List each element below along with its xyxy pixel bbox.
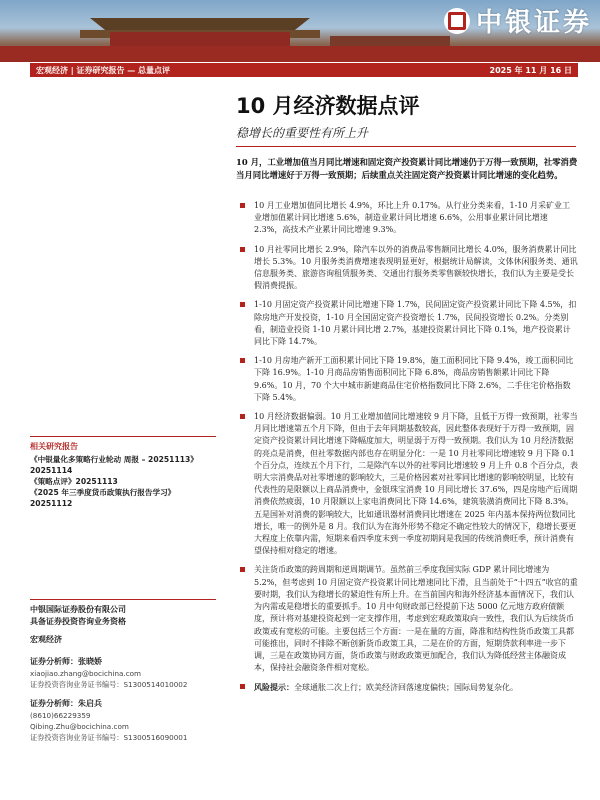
risk-warning-text: 全球通胀二次上行；欧美经济回落速度偏快；国际局势复杂化。 [294, 683, 518, 693]
related-reports-section [30, 441, 216, 509]
bullet-square-icon [240, 358, 245, 363]
report-subtitle: 稳增长的重要性有所上升 [236, 126, 369, 140]
analyst-email[interactable]: xiaojiao.zhang@bocichina.com [30, 669, 142, 678]
report-category: 宏观经济 | 证券研究报告 — 总量点评 [36, 65, 171, 75]
risk-warning-label: 风险提示： [254, 682, 294, 693]
key-point [236, 411, 578, 557]
analyst-name: 朱启兵 [78, 699, 102, 708]
key-point [236, 299, 578, 348]
company-name: 中银国际证券股份有限公司 具备证券投资咨询业务资格 [30, 605, 126, 626]
report-category-bar [30, 63, 578, 77]
analyst-phone: (8610)66229359 [30, 711, 91, 720]
palace-wall-image [0, 46, 600, 62]
bullet-square-icon [240, 302, 245, 307]
analyst-email[interactable]: Qibing.Zhu@bocichina.com [30, 722, 129, 731]
sector-label: 宏观经济 [30, 635, 62, 644]
key-point-text: 10 月社零同比增长 2.9%，除汽车以外的消费品零售额同比增长 4.0%，服务消费累计同比增长 5.3%。10 月服务类消费增速表现明显更好，根据统计局解读，文体休闲服务类、通讯信息服务类、旅游咨询租赁服务类、交通出行服务类零售额较快增长，我们认为主要是受长假消费提振。 [254, 244, 578, 291]
sidebar-divider [30, 436, 216, 437]
analyst-role-label: 证券分析师： [30, 657, 78, 666]
company-logo [444, 2, 592, 39]
related-report-link[interactable]: 《2025 年三季度货币政策执行报告学习》20251112 [30, 488, 176, 508]
related-reports-heading: 相关研究报告 [30, 442, 78, 451]
key-point [236, 355, 578, 404]
related-report-link[interactable]: 《策略点评》20251113 [30, 477, 118, 486]
boc-logo-icon [444, 8, 470, 34]
report-title: 10 月经济数据点评 [236, 94, 420, 118]
bullet-square-icon [240, 247, 245, 252]
key-point-text: 10 月经济数据偏弱。10 月工业增加值同比增速较 9 月下降，且低于万得一致预期，社零当月同比增速第五个月下降，但由于去年同期基数较高，因此整体表现好于万得一致预期，固定资产投资累计同比增速下降幅度加大，明显弱于万得一致预期。我们认为 10 月经济数据的亮点是消费，但社零数据内部也存在明显分化：一是 10 月社零同比增速较 9 月下降 0.1 个百分点，连续五个月下行，二是除汽车以外的社零同比增速较 9 月上升 0.8 个百分点，表明大宗消费品对社零增速的影响较大，三是价格因素对社零同比增速的影响较明显，比较有代表性的是限额以上商品消费中，金银珠宝消费 10 月同比增长 37.6%，四是房地产后周期消费依然疲弱，10 月限额以上家电消费同比下降 14.6%，建筑装潢消费同比下降 8.3%。五是国补对消费的影响较大，比如通讯器材消费同比增速在 2025 年内基本保持两位数同比增长，唯一的例外是 8 月。我们认为在海外形势不稳定不确定性较大的情况下，稳增长要更大程度上依靠内需，短期来看四季度末到一季度初期间是我国的传统消费旺季，预计消费有望保持相对稳定的增速。 [254, 412, 578, 556]
key-points-list [236, 200, 578, 702]
bullet-square-icon [240, 684, 245, 689]
analyst-title [30, 698, 216, 710]
analyst-license: 证券投资咨询业务证书编号：S1300514010002 [30, 680, 188, 689]
analyst-role-label: 证券分析师： [30, 699, 78, 708]
bullet-square-icon [240, 567, 245, 572]
title-divider [236, 146, 576, 147]
logo-text: 中银证券 [475, 8, 592, 38]
analyst-section [30, 604, 216, 743]
analyst-license: 证券投资咨询业务证书编号：S1300516090001 [30, 733, 188, 742]
bullet-square-icon [240, 414, 245, 419]
risk-warning [236, 681, 578, 694]
bullet-square-icon [240, 203, 245, 208]
analyst-name: 张晓娇 [78, 657, 102, 666]
key-point [236, 564, 578, 674]
key-point-text: 关注货币政策的跨周期和逆周期调节。虽然前三季度我国实际 GDP 累计同比增速为 5.2%，但考虑到 10 月固定资产投资累计同比增速同比下滑，且当前处于“十四五”收官的重要时期，我们认为稳增长的紧迫性有所上升。在当前国内和海外经济基本面情况下，我们认为内需或是稳增长的重要抓手。10 月中旬财政部已经提前下达 5000 亿元地方政府债额度，预计将对基建投资起到一定支撑作用，考虑到宏观政策取向一致性，我们认为后续货币政策或有宽松的可能。主要包括三个方面：一是在量的方面，降准和结构性货币政策工具都可能推出，同时不排除不断创新货币政策工具，二是在价的方面，短期贷款利率进一步下调，三是在政策协同方面，货币政策与财政政策更加配合，我们认为降低经营主体融资成本，保持社会融资条件相对宽松。 [254, 565, 578, 673]
header-banner [0, 0, 600, 62]
analyst-title [30, 656, 216, 668]
key-point-text: 10 月工业增加值同比增长 4.9%，环比上升 0.17%。从行业分类来看，1-10 月采矿业工业增加值累计同比增速 5.6%，制造业累计同比增速 6.6%，公用事业累计同比增速 2.3%，高技术产业累计同比增速 9.3%。 [254, 201, 571, 235]
key-point [236, 244, 578, 293]
key-point [236, 200, 578, 237]
key-point-text: 1-10 月固定资产投资累计同比增速下降 1.7%，民间固定资产投资累计同比下降 4.5%，扣除房地产开发投资，1-10 月全国固定资产投资增长 1.7%，民间投资增长 0.2%。分类别看，制造业投资 1-10 月累计同比增 2.7%，基建投资累计同比下降 0.1%，地产投资累计同比下降 14.7%。 [254, 300, 577, 347]
sidebar-divider [30, 599, 216, 600]
key-point-text: 1-10 月房地产新开工面积累计同比下降 19.8%，施工面积同比下降 9.4%，竣工面积同比下降 16.9%。1-10 月商品房销售面积同比下降 6.8%，商品房销售额累计同比下降 9.6%。10 月，70 个大中城市新建商品住宅价格指数同比下降 2.6%，二手住宅价格指数下降 5.4%。 [254, 356, 574, 402]
report-date: 2025 年 11 月 16 日 [489, 65, 572, 75]
related-report-link[interactable]: 《中银量化多策略行业轮动 周报 – 20251113》20251114 [30, 455, 198, 475]
report-summary: 10 月，工业增加值当月同比增速和固定资产投资累计同比增速仍于万得一致预期，社零消费当月同比增速好于万得一致预期；后续重点关注固定资产投资累计同比增速的变化趋势。 [236, 157, 578, 180]
